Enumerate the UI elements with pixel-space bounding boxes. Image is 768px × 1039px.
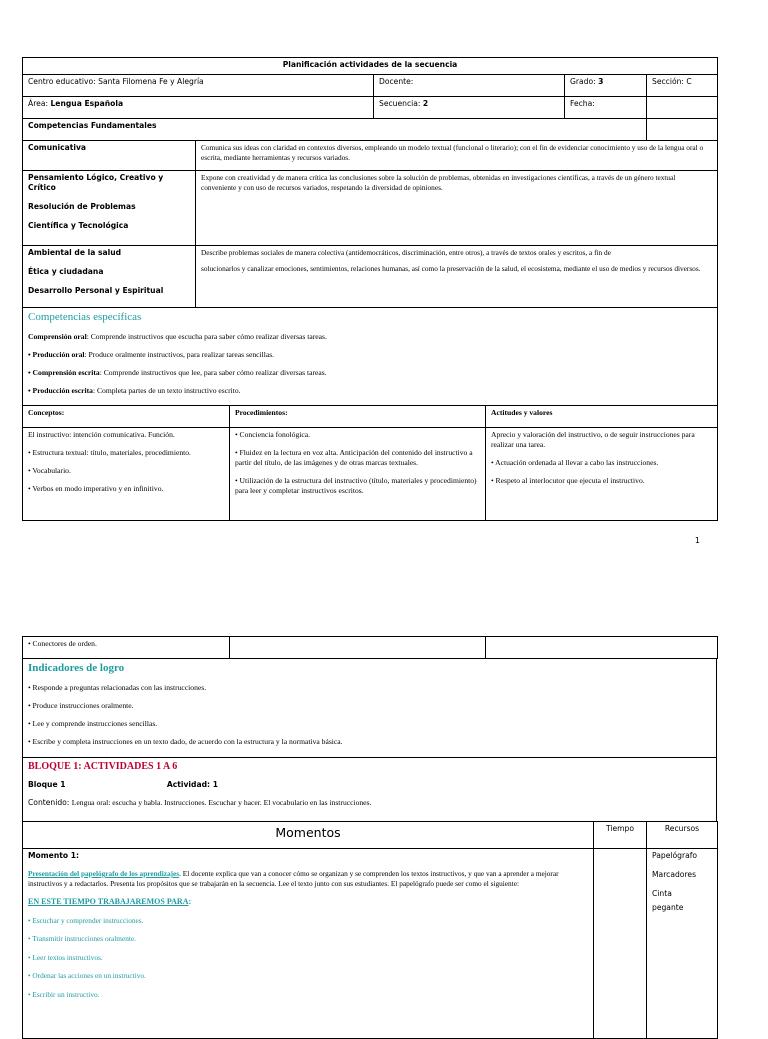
bloque-label: Bloque 1	[28, 780, 66, 789]
tiempo-header: Tiempo	[594, 822, 647, 849]
empty-cell	[486, 637, 718, 659]
conectores-cell: • Conectores de orden.	[23, 637, 230, 659]
ambiental-labels	[23, 246, 196, 308]
area-cell	[23, 97, 374, 119]
contenido-row	[28, 798, 711, 808]
list-item: • Conciencia fonológica.	[235, 430, 310, 439]
momentos-header: Momentos	[23, 822, 594, 849]
empty-cell	[647, 97, 718, 119]
actitudes-header: Actitudes y valores	[486, 406, 718, 428]
centro-cell	[23, 75, 374, 97]
list-item: • Estructura textual: título, materiales, procedimiento.	[28, 448, 191, 457]
especificas-item: • Producción oral: Produce oralmente instructivos, para realizar tareas sencillas.	[28, 350, 275, 359]
secuencia-cell	[374, 97, 565, 119]
list-item: • Utilización de la estructura del instructivo (título, materiales y procedimiento) para leer y completar instructivos escritos.	[235, 476, 477, 495]
tiempo-cell	[594, 849, 647, 1039]
momento-1-text: Presentación del papelógrafo de los aprendizajes. El docente explica que van a conocer cómo se organizan y se comprenden los textos instructivos, y que van a aprender a mejorar instructivos y a redactarlos. Presenta los propósitos que se trabajarán en la secuencia. Lee el texto junto con sus estudiantes. El papelógrafo puede ser como el siguiente:	[28, 869, 559, 888]
comunicativa-label: Comunicativa	[23, 141, 196, 171]
contenido-label: Contenido:	[28, 798, 70, 807]
procedimientos-header: Procedimientos:	[230, 406, 486, 428]
list-item: • Produce instrucciones oralmente.	[28, 701, 134, 710]
momento-1-lead: Presentación del papelógrafo de los aprendizajes	[28, 869, 180, 878]
momento-1-title: Momento 1:	[28, 851, 80, 860]
recurso-item: pegante	[652, 903, 684, 912]
seccion-cell: Sección: C	[647, 75, 718, 97]
ambiental-label: Ambiental de la salud	[28, 248, 122, 257]
ambiental-text-2: solucionarlos y canalizar emociones, sentimientos, relaciones humanas, así como la preservación de la salud, el ecosistema, mediante el uso de medios y recursos diversos.	[201, 263, 701, 273]
ambiental-text-1: Describe problemas sociales de manera colectiva (antidemocráticos, discriminación, entre otros), a través de textos orales y escritos, a fin de	[201, 248, 611, 257]
page-2	[22, 636, 717, 1039]
area-value: Lengua Española	[50, 99, 124, 108]
trabajaremos-title: EN ESTE TIEMPO TRABAJAREMOS PARA:	[28, 897, 192, 906]
pensamiento-labels	[23, 171, 196, 246]
recurso-item: Cinta	[652, 889, 672, 898]
list-item: • Escribir un instructivo.	[28, 989, 100, 999]
page-1	[22, 57, 717, 521]
list-item: Aprecio y valoración del instructivo, o de seguir instrucciones para realizar una tarea.	[491, 430, 695, 449]
recursos-cell	[647, 849, 718, 1039]
list-item: • Lee y comprende instrucciones sencillas.	[28, 719, 158, 728]
bloque-cell	[23, 758, 717, 822]
conceptos-cell	[23, 428, 230, 521]
list-item: • Responde a preguntas relacionadas con las instrucciones.	[28, 683, 207, 692]
list-item: • Fluidez en la lectura en voz alta. Anticipación del contenido del instructivo a partir del título, de las imágenes y de otras marcas textuales.	[235, 448, 473, 467]
list-item: • Actuación ordenada al llevar a cabo las instrucciones.	[491, 458, 659, 467]
bloque-title: BLOQUE 1: ACTIVIDADES 1 A 6	[28, 761, 178, 772]
competencias-fundamentales-heading: Competencias Fundamentales	[23, 119, 647, 141]
page-number: 1	[694, 536, 700, 545]
actitudes-cell	[486, 428, 718, 521]
momento-1-cell	[23, 849, 594, 1039]
contenido-value: Lengua oral: escucha y habla. Instrucciones. Escuchar y hacer. El vocabulario en las instrucciones.	[71, 798, 372, 807]
indicadores-title: Indicadores de logro	[28, 662, 125, 674]
pensamiento-label: Pensamiento Lógico, Creativo y Crítico	[28, 173, 164, 192]
indicadores-cell	[23, 659, 717, 758]
empty-cell	[647, 119, 718, 141]
pensamiento-text: Expone con creatividad y de manera crítica las conclusiones sobre la solución de problemas, obtenidas en investigaciones científicas, a través de un género textual conveniente y con uso de recursos variados, respetando la diversidad de opiniones.	[196, 171, 718, 246]
competencias-especificas	[23, 308, 718, 406]
centro-label: Centro educativo:	[28, 77, 96, 86]
actividad-label: Actividad:	[166, 780, 211, 789]
especificas-title: Competencias específicas	[28, 311, 142, 323]
grado-label: Grado:	[570, 77, 596, 86]
procedimientos-cell	[230, 428, 486, 521]
recurso-item: Papelógrafo	[652, 851, 698, 860]
list-item: • Verbos en modo imperativo y en infinitivo.	[28, 484, 164, 493]
centro-value: Santa Filomena Fe y Alegría	[98, 77, 204, 86]
bloque-row	[28, 780, 711, 790]
comunicativa-text: Comunica sus ideas con claridad en contextos diversos, empleando un modelo textual (funcional o literario); con el fin de evidenciar conocimiento y uso de la lengua oral o escrita, mediante herramientas y recursos variados.	[196, 141, 718, 171]
conceptos-header: Conceptos:	[23, 406, 230, 428]
actividad-value: 1	[212, 780, 218, 789]
secuencia-value: 2	[422, 99, 429, 108]
ambiental-text	[196, 246, 718, 308]
recursos-header: Recursos	[647, 822, 718, 849]
list-item: • Respeto al interlocutor que ejecuta el instructivo.	[491, 476, 645, 485]
fecha-cell: Fecha:	[565, 97, 647, 119]
list-item: • Vocabulario.	[28, 466, 71, 475]
especificas-item: Comprensión oral: Comprende instructivos que escucha para saber cómo realizar diversas tareas.	[28, 332, 327, 341]
list-item: • Escribe y completa instrucciones en un texto dado, de acuerdo con la estructura y la normativa básica.	[28, 737, 343, 746]
especificas-item: • Comprensión escrita: Comprende instructivos que lee, para saber cómo realizar diversas tareas.	[28, 368, 327, 377]
docente-cell: Docente:	[374, 75, 565, 97]
cientifica-label: Científica y Tecnológica	[28, 221, 129, 230]
etica-label: Ética y ciudadana	[28, 267, 104, 276]
grado-value: 3	[598, 77, 604, 86]
document-title: Planificación actividades de la secuencia	[23, 58, 718, 75]
recurso-item: Marcadores	[652, 870, 697, 879]
list-item: • Ordenar las acciones en un instructivo.	[28, 971, 146, 980]
desarrollo-label: Desarrollo Personal y Espiritual	[28, 286, 164, 295]
grado-cell	[565, 75, 647, 97]
resolucion-label: Resolución de Problemas	[28, 202, 136, 211]
list-item: El instructivo: intención comunicativa. Función.	[28, 430, 175, 439]
area-label: Área:	[28, 99, 49, 108]
empty-cell	[230, 637, 486, 659]
list-item: • Transmitir instrucciones oralmente.	[28, 934, 136, 943]
list-item: • Escuchar y comprender instrucciones.	[28, 915, 144, 925]
list-item: • Leer textos instructivos.	[28, 952, 103, 962]
especificas-item: • Producción escrita: Completa partes de un texto instructivo escrito.	[28, 386, 241, 395]
secuencia-label: Secuencia:	[379, 99, 421, 108]
